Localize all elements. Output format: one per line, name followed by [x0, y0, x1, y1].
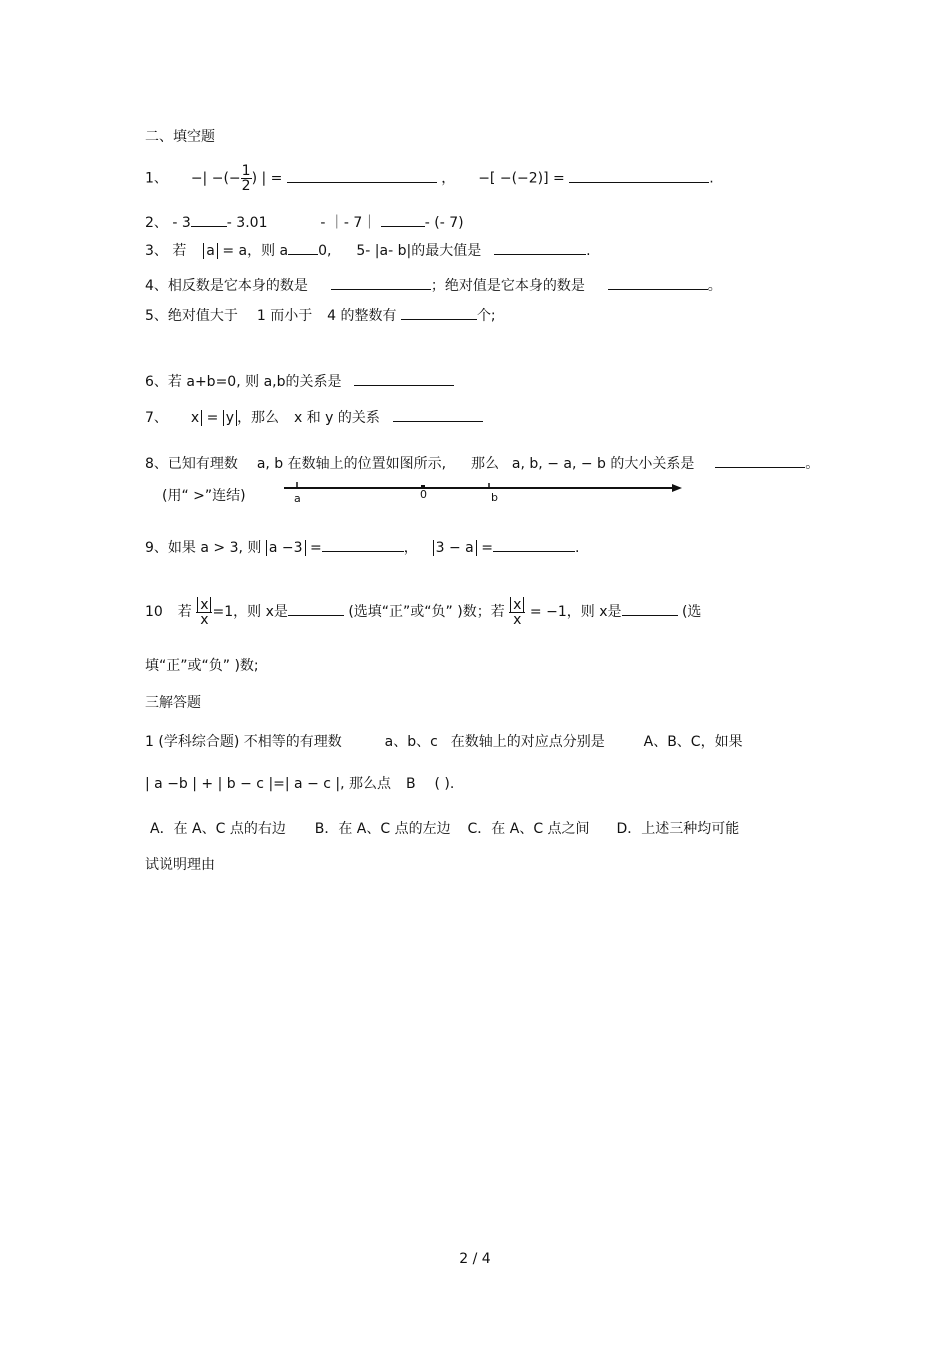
- question-9: [145, 538, 579, 557]
- section-title-fill-blank: 二、填空题: [145, 129, 215, 145]
- question-number: 3、: [145, 243, 168, 259]
- question-1: [145, 164, 714, 193]
- q7-var: y: [325, 410, 334, 426]
- q6-text: 则: [245, 374, 260, 390]
- problem-1-line-1: [145, 733, 743, 751]
- p1-text: 那么点: [349, 776, 392, 792]
- q1-expr1-pre: −| −(−: [190, 170, 241, 187]
- q9-text: 9、如果: [145, 540, 196, 556]
- question-number: 10: [145, 604, 163, 620]
- question-7: [145, 408, 483, 427]
- fraction-one-half: $\frac{1}{2}$: [241, 163, 251, 194]
- q6-vars: a,b: [263, 374, 286, 390]
- q5-text: 而小于: [270, 308, 313, 324]
- q10-var: x: [265, 604, 274, 620]
- answer-blank[interactable]: [288, 241, 318, 255]
- abs-value-y: y: [223, 410, 237, 426]
- question-number: 1、: [145, 170, 168, 187]
- answer-paren: ( ).: [434, 776, 455, 792]
- q3-text: = a，则 a: [222, 243, 289, 259]
- q2-value: - 3.01: [226, 215, 268, 231]
- answer-blank[interactable]: [393, 408, 483, 422]
- axis-label-zero: 0: [420, 488, 427, 501]
- answer-blank[interactable]: [331, 276, 431, 290]
- arrow-head-icon: [672, 484, 682, 492]
- q5-number: 4: [327, 308, 337, 324]
- problem-1-explain: 试说明理由: [145, 857, 215, 873]
- p1-point: B: [405, 776, 416, 792]
- answer-blank[interactable]: [622, 602, 678, 616]
- q7-text: 和: [306, 410, 321, 426]
- period: 。: [805, 456, 820, 472]
- q10-text: 若: [177, 604, 192, 620]
- axis-label-a: a: [294, 492, 301, 505]
- abs-value-3-minus-a: 3 − a: [433, 540, 477, 556]
- q1-expr2: −[ −(−2)] =: [478, 170, 565, 187]
- page-number: 2 / 4: [459, 1251, 491, 1267]
- number-line: [280, 476, 690, 506]
- question-2: [145, 213, 464, 232]
- q9-eq: =: [481, 540, 493, 556]
- option-c: C．在 A、C 点之间: [467, 821, 590, 837]
- answer-blank[interactable]: [288, 602, 344, 616]
- q5-text: 的整数有: [340, 308, 397, 324]
- q5-text: 个;: [476, 308, 496, 324]
- q10-var: x: [599, 604, 608, 620]
- question-number: 2、: [145, 215, 168, 231]
- answer-blank[interactable]: [608, 276, 708, 290]
- question-10-continued: 填“正”或“负” )数;: [145, 658, 259, 674]
- answer-blank[interactable]: [493, 538, 575, 552]
- q8-text: 在数轴上的位置如图所示,: [287, 456, 447, 472]
- answer-blank[interactable]: [354, 372, 454, 386]
- q2-value: - (- 7): [424, 215, 464, 231]
- q10-text: 是: [607, 604, 622, 620]
- answer-blank[interactable]: [569, 169, 709, 183]
- q10-text: 是: [273, 604, 288, 620]
- p1-expr: | a −b | + | b − c |=| a − c |,: [145, 776, 345, 792]
- axis-label-b: b: [491, 491, 498, 504]
- q2-value: - ｜- 7｜: [320, 215, 377, 231]
- q9-text: 则: [247, 540, 262, 556]
- q6-text: 的关系是: [285, 374, 342, 390]
- q6-expr: a+b=0,: [186, 374, 241, 390]
- q8-note: (用“ >”连结): [162, 488, 246, 504]
- q5-number: 1: [256, 308, 266, 324]
- q4-text: 4、相反数是它本身的数是: [145, 278, 308, 294]
- problem-1-line-2: [145, 775, 454, 793]
- answer-blank[interactable]: [191, 213, 227, 227]
- answer-blank[interactable]: [287, 169, 437, 183]
- question-10: [145, 594, 701, 630]
- q10-text: (选填“正”或“负” )数；若: [348, 604, 505, 620]
- q3-text: 5- |a- b|的最大值是: [356, 243, 482, 259]
- problem-1-options: [150, 820, 739, 838]
- q1-expr1-post: ) | =: [251, 170, 283, 187]
- abs-value-x: x: [191, 410, 202, 426]
- question-6: [145, 372, 454, 391]
- abs-value-a: a: [203, 243, 218, 259]
- fraction-abs-x-over-x: $\frac{x}{x}$: [196, 598, 212, 627]
- question-5: [145, 306, 496, 325]
- q8-text: 的大小关系是: [610, 456, 695, 472]
- answer-blank[interactable]: [381, 213, 425, 227]
- q8-text: 8、已知有理数: [145, 456, 238, 472]
- q8-list: a, b, − a, − b: [511, 456, 606, 472]
- answer-blank[interactable]: [322, 538, 404, 552]
- fraction-abs-x-over-x: $\frac{x}{x}$: [509, 598, 525, 627]
- question-4: [145, 276, 722, 295]
- abs-value-a-minus-3: a −3: [266, 540, 306, 556]
- q7-text: 的关系: [337, 410, 380, 426]
- period: .: [586, 243, 591, 259]
- question-8: [145, 454, 819, 473]
- option-a: A．在 A、C 点的右边: [150, 821, 286, 837]
- q4-text: ；绝对值是它本身的数是: [430, 278, 585, 294]
- section-title-answer: 三解答题: [145, 695, 201, 711]
- question-number: 7、: [145, 410, 168, 426]
- p1-text: 在数轴上的对应点分别是: [450, 734, 605, 750]
- q2-value: - 3: [172, 215, 191, 231]
- q8-text: 那么: [471, 456, 500, 472]
- q10-text: (选: [681, 604, 702, 620]
- separator: ，: [403, 540, 418, 556]
- answer-blank[interactable]: [494, 241, 586, 255]
- period: .: [574, 540, 580, 556]
- q6-text: 6、若: [145, 374, 182, 390]
- q5-text: 5、绝对值大于: [145, 308, 238, 324]
- q9-cond: a > 3,: [200, 540, 243, 556]
- q7-eq: =: [206, 410, 219, 426]
- option-d: D．上述三种均可能: [616, 821, 740, 837]
- period: .: [709, 170, 714, 187]
- q9-eq: =: [309, 540, 322, 556]
- separator: ，: [441, 170, 456, 187]
- answer-blank[interactable]: [715, 454, 805, 468]
- answer-blank[interactable]: [401, 306, 477, 320]
- option-b: B．在 A、C 点的左边: [314, 821, 451, 837]
- question-3: [145, 241, 591, 260]
- q7-var: x: [293, 410, 303, 426]
- period: 。: [707, 278, 722, 294]
- q10-text: = −1，则: [529, 604, 595, 620]
- q3-text: 0,: [318, 243, 332, 259]
- q8-vars: a, b: [256, 456, 284, 472]
- p1-text: A、B、C，如果: [643, 734, 743, 750]
- q3-text: 若: [172, 243, 187, 259]
- q7-text: ，那么: [237, 410, 280, 426]
- q10-text: =1，则: [212, 604, 262, 620]
- p1-text: 1 (学科综合题) 不相等的有理数: [145, 734, 342, 750]
- p1-vars: a、b、c: [384, 734, 438, 750]
